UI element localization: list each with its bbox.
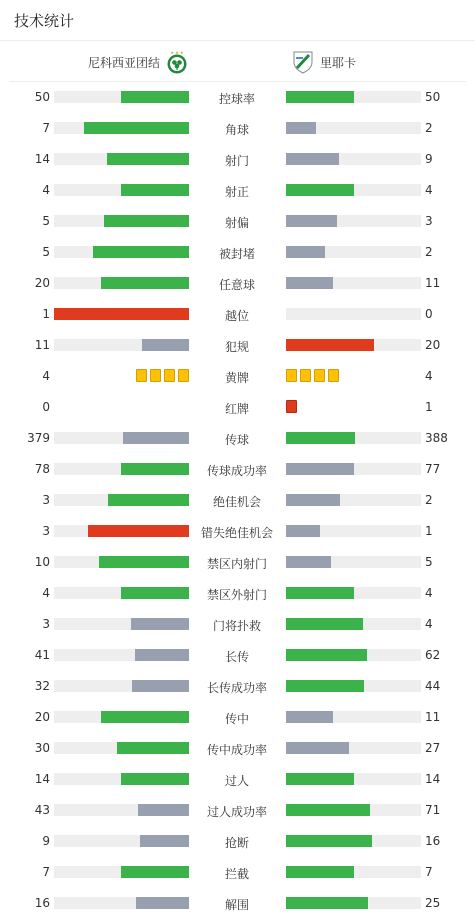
home-stat-value: 41 (34, 648, 50, 662)
stat-label: 传中成功率 (206, 743, 267, 757)
away-stat-bar (286, 494, 421, 506)
away-stat-value: 44 (425, 679, 441, 693)
stat-label: 拦截 (224, 867, 249, 881)
away-stat-bar-fill (286, 463, 354, 475)
stat-row (0, 485, 475, 516)
home-stat-bar (54, 463, 189, 475)
stat-row (0, 330, 475, 361)
home-cards (136, 369, 189, 382)
yellow-card-icon (150, 369, 161, 382)
home-stat-value: 14 (34, 772, 50, 786)
home-stat-bar (54, 525, 189, 537)
home-stat-bar (54, 184, 189, 196)
home-stat-bar-fill (54, 308, 189, 320)
away-stat-value: 4 (425, 617, 433, 631)
away-stat-value: 20 (425, 338, 441, 352)
stat-label: 传球成功率 (206, 464, 267, 478)
home-stat-bar (54, 742, 189, 754)
away-stat-bar-fill (286, 122, 316, 134)
home-stat-bar (54, 215, 189, 227)
stat-label: 禁区内射门 (206, 557, 267, 571)
stat-row (0, 609, 475, 640)
stat-label: 射门 (224, 154, 249, 168)
away-team[interactable] (292, 50, 356, 74)
away-stat-value: 14 (425, 772, 441, 786)
home-stat-value: 1 (42, 307, 50, 321)
stat-label: 黄牌 (224, 371, 249, 385)
stat-label: 绝佳机会 (212, 495, 261, 509)
home-stat-bar (54, 432, 189, 444)
away-stat-value: 3 (425, 214, 433, 228)
away-cards (286, 369, 339, 382)
away-stat-value: 2 (425, 245, 433, 259)
home-stat-bar-fill (121, 773, 189, 785)
stat-row (0, 578, 475, 609)
away-stat-value: 11 (425, 710, 441, 724)
home-stat-bar-fill (107, 153, 189, 165)
away-stat-bar-fill (286, 866, 354, 878)
home-stat-value: 3 (42, 493, 50, 507)
away-stat-value: 27 (425, 741, 441, 755)
away-stat-bar-fill (286, 804, 370, 816)
yellow-card-icon (164, 369, 175, 382)
home-stat-bar (54, 649, 189, 661)
home-stat-bar-fill (121, 463, 189, 475)
yellow-card-icon (136, 369, 147, 382)
stat-label: 控球率 (218, 92, 255, 106)
away-stat-bar-fill (286, 153, 339, 165)
away-stat-bar-fill (286, 184, 354, 196)
home-stat-bar-fill (131, 618, 189, 630)
away-stat-bar-fill (286, 742, 349, 754)
home-stat-bar-fill (121, 184, 189, 196)
home-stat-bar (54, 618, 189, 630)
yellow-card-icon (178, 369, 189, 382)
stat-row (0, 237, 475, 268)
away-stat-value: 4 (425, 586, 433, 600)
stat-row (0, 361, 475, 392)
red-card-icon (286, 400, 297, 413)
stat-label: 长传成功率 (206, 681, 267, 695)
home-stat-bar-fill (104, 215, 189, 227)
away-stat-bar (286, 618, 421, 630)
home-stat-value: 5 (42, 245, 50, 259)
stat-label: 角球 (224, 123, 249, 137)
away-stat-bar (286, 835, 421, 847)
home-stat-bar-fill (108, 494, 189, 506)
home-stat-bar-fill (99, 556, 189, 568)
home-stat-bar (54, 804, 189, 816)
home-stat-bar-fill (136, 897, 189, 909)
home-stat-value: 3 (42, 617, 50, 631)
stat-row (0, 764, 475, 795)
away-stat-value: 9 (425, 152, 433, 166)
stat-row (0, 888, 475, 919)
home-stat-bar (54, 308, 189, 320)
stat-label: 射偏 (224, 216, 249, 230)
home-stat-bar-fill (88, 525, 189, 537)
yellow-card-icon (286, 369, 297, 382)
stat-row (0, 144, 475, 175)
stat-label: 错失绝佳机会 (200, 526, 273, 540)
stat-row (0, 423, 475, 454)
home-stat-value: 379 (27, 431, 50, 445)
stat-row (0, 857, 475, 888)
home-stat-bar-fill (121, 866, 189, 878)
home-stat-bar (54, 773, 189, 785)
stat-row (0, 547, 475, 578)
stat-row (0, 206, 475, 237)
home-stat-bar (54, 680, 189, 692)
away-stat-bar (286, 587, 421, 599)
stat-label: 禁区外射门 (206, 588, 267, 602)
home-stat-bar-fill (101, 277, 189, 289)
away-stat-bar (286, 246, 421, 258)
stat-row (0, 516, 475, 547)
away-stat-bar (286, 649, 421, 661)
home-stat-bar (54, 897, 189, 909)
away-stat-bar (286, 804, 421, 816)
home-stat-value: 10 (34, 555, 50, 569)
away-stat-value: 4 (425, 369, 433, 383)
away-stat-bar-fill (286, 897, 368, 909)
stat-label: 门将扑救 (212, 619, 261, 633)
away-cards (286, 400, 297, 413)
away-stat-value: 388 (425, 431, 448, 445)
home-stat-value: 43 (34, 803, 50, 817)
stat-label: 被封堵 (218, 247, 255, 261)
away-stat-value: 1 (425, 400, 433, 414)
stat-row (0, 640, 475, 671)
teams-bar (9, 41, 466, 82)
away-stat-bar-fill (286, 773, 354, 785)
away-stat-bar-fill (286, 494, 340, 506)
home-stat-bar-fill (138, 804, 189, 816)
home-stat-bar (54, 711, 189, 723)
away-stat-value: 25 (425, 896, 441, 910)
away-stat-value: 11 (425, 276, 441, 290)
stat-label: 过人 (224, 774, 249, 788)
home-stat-value: 11 (34, 338, 50, 352)
home-stat-value: 4 (42, 586, 50, 600)
home-stat-bar (54, 556, 189, 568)
away-stat-bar (286, 339, 421, 351)
away-stat-bar (286, 277, 421, 289)
away-stat-bar (286, 91, 421, 103)
home-stat-value: 5 (42, 214, 50, 228)
away-stat-bar-fill (286, 649, 367, 661)
yellow-card-icon (328, 369, 339, 382)
away-stat-bar (286, 742, 421, 754)
away-stat-value: 1 (425, 524, 433, 538)
stat-label: 传球 (224, 433, 249, 447)
stat-label: 抢断 (224, 836, 249, 850)
away-stat-value: 71 (425, 803, 441, 817)
stat-label: 犯规 (224, 340, 249, 354)
away-stat-bar (286, 866, 421, 878)
away-stat-bar-fill (286, 246, 325, 258)
home-stat-bar (54, 494, 189, 506)
home-stat-bar (54, 835, 189, 847)
away-stat-value: 2 (425, 493, 433, 507)
stat-row (0, 671, 475, 702)
home-stat-bar (54, 246, 189, 258)
away-stat-bar-fill (286, 618, 363, 630)
away-stat-bar-fill (286, 680, 364, 692)
away-stat-bar (286, 711, 421, 723)
away-stat-bar-fill (286, 525, 320, 537)
home-stat-bar-fill (132, 680, 189, 692)
home-stat-bar-fill (121, 91, 189, 103)
stat-row (0, 299, 475, 330)
stat-row (0, 392, 475, 423)
stat-row (0, 795, 475, 826)
omonia-shamrock-crest-icon (166, 50, 188, 74)
stat-row (0, 826, 475, 857)
away-stat-bar-fill (286, 91, 354, 103)
stat-label: 红牌 (224, 402, 249, 416)
away-stat-bar (286, 432, 421, 444)
away-stat-value: 77 (425, 462, 441, 476)
home-stat-value: 0 (42, 400, 50, 414)
stats-header (0, 0, 475, 41)
home-stat-bar-fill (140, 835, 189, 847)
away-team-name: 里耶卡 (320, 55, 357, 70)
away-stat-bar-fill (286, 587, 354, 599)
away-stat-bar-fill (286, 277, 333, 289)
away-stat-value: 50 (425, 90, 441, 104)
stat-label: 射正 (224, 185, 249, 199)
away-stat-value: 2 (425, 121, 433, 135)
home-stat-value: 78 (34, 462, 50, 476)
away-stat-value: 7 (425, 865, 433, 879)
home-stat-bar (54, 339, 189, 351)
home-team[interactable] (88, 50, 188, 74)
away-stat-bar-fill (286, 556, 331, 568)
away-stat-bar-fill (286, 215, 337, 227)
home-stat-value: 14 (34, 152, 50, 166)
yellow-card-icon (300, 369, 311, 382)
away-stat-bar (286, 773, 421, 785)
home-stat-bar (54, 91, 189, 103)
rijeka-shield-crest-icon (292, 50, 314, 74)
away-stat-bar (286, 153, 421, 165)
home-stat-bar-fill (93, 246, 189, 258)
stat-row (0, 113, 475, 144)
home-stat-value: 20 (34, 276, 50, 290)
home-stat-bar (54, 587, 189, 599)
home-stat-value: 16 (34, 896, 50, 910)
stat-label: 越位 (224, 309, 249, 323)
home-stat-bar-fill (117, 742, 189, 754)
stat-label: 任意球 (218, 278, 255, 292)
home-stat-value: 32 (34, 679, 50, 693)
stats-list (0, 82, 475, 919)
stat-label: 解围 (224, 898, 249, 912)
away-stat-value: 5 (425, 555, 433, 569)
home-stat-bar-fill (101, 711, 189, 723)
away-stat-bar (286, 897, 421, 909)
away-stat-bar (286, 525, 421, 537)
home-stat-bar-fill (84, 122, 189, 134)
stat-row (0, 702, 475, 733)
home-stat-bar (54, 122, 189, 134)
away-stat-bar (286, 556, 421, 568)
home-stat-value: 50 (34, 90, 50, 104)
stat-label: 传中 (224, 712, 249, 726)
away-stat-bar (286, 215, 421, 227)
away-stat-value: 0 (425, 307, 433, 321)
away-stat-bar-fill (286, 835, 372, 847)
stat-row (0, 175, 475, 206)
svg-text:★ ★ ★: ★ ★ ★ (170, 50, 184, 55)
away-stat-value: 62 (425, 648, 441, 662)
home-stat-value: 4 (42, 183, 50, 197)
home-stat-value: 30 (34, 741, 50, 755)
home-stat-bar (54, 866, 189, 878)
home-stat-bar-fill (121, 587, 189, 599)
home-stat-value: 7 (42, 865, 50, 879)
away-stat-bar (286, 184, 421, 196)
home-stat-value: 9 (42, 834, 50, 848)
home-stat-bar-fill (123, 432, 189, 444)
home-stat-bar (54, 153, 189, 165)
away-stat-value: 4 (425, 183, 433, 197)
home-stat-value: 7 (42, 121, 50, 135)
away-stat-bar-fill (286, 339, 374, 351)
stat-row (0, 82, 475, 113)
stat-row (0, 268, 475, 299)
page-title: 技术统计 (14, 12, 75, 30)
home-stat-bar-fill (142, 339, 189, 351)
stat-row (0, 454, 475, 485)
away-stat-bar (286, 122, 421, 134)
away-stat-bar-fill (286, 711, 333, 723)
home-stat-value: 20 (34, 710, 50, 724)
home-stat-value: 3 (42, 524, 50, 538)
home-stat-value: 4 (42, 369, 50, 383)
away-stat-value: 16 (425, 834, 441, 848)
yellow-card-icon (314, 369, 325, 382)
away-stat-bar (286, 680, 421, 692)
home-team-name: 尼科西亚团结 (87, 55, 160, 70)
away-stat-bar (286, 308, 421, 320)
away-stat-bar-fill (286, 432, 355, 444)
home-stat-bar (54, 277, 189, 289)
home-stat-bar-fill (135, 649, 189, 661)
stat-row (0, 733, 475, 764)
stat-label: 长传 (224, 650, 249, 664)
stat-label: 过人成功率 (206, 805, 267, 819)
away-stat-bar (286, 463, 421, 475)
